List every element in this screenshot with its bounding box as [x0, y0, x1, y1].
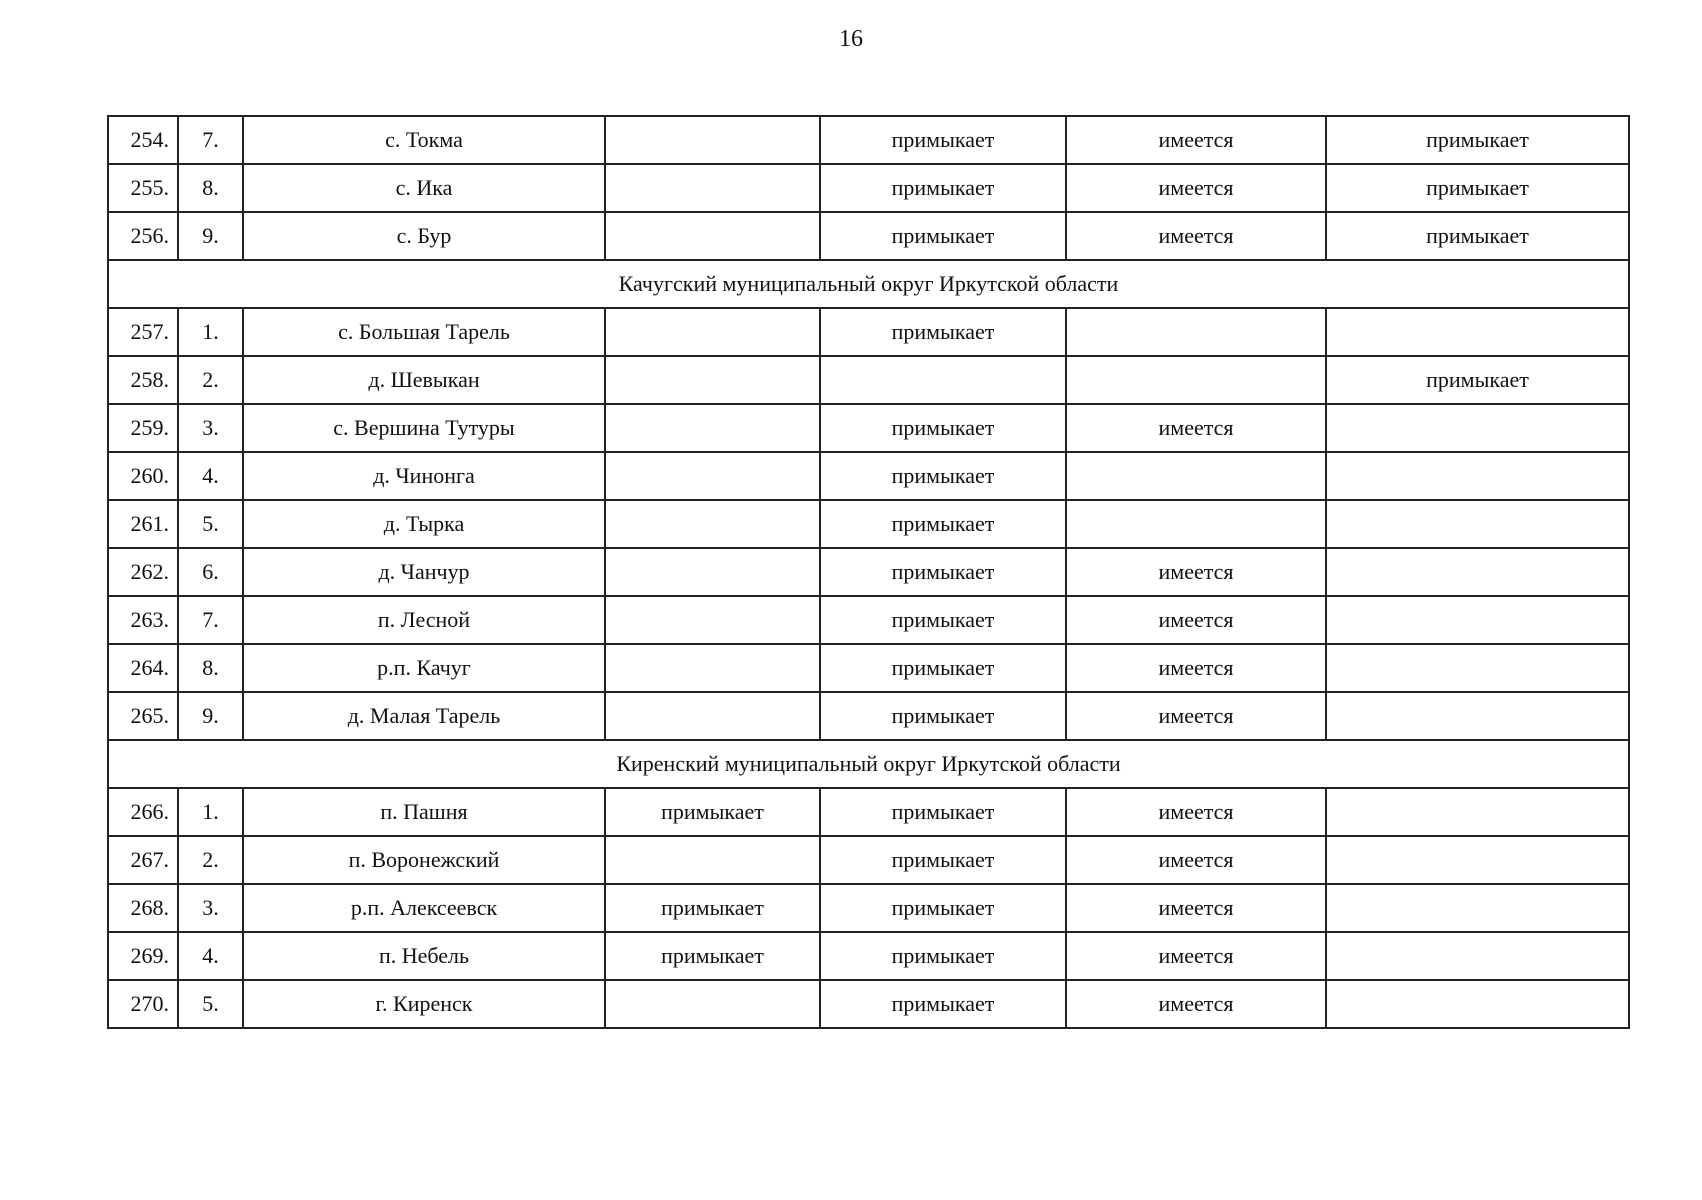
status-cell — [605, 980, 820, 1028]
availability-cell: имеется — [1066, 596, 1326, 644]
row-number: 267. — [108, 836, 178, 884]
status-cell — [605, 836, 820, 884]
settlement-name: г. Киренск — [243, 980, 605, 1028]
row-number: 266. — [108, 788, 178, 836]
status-cell: примыкает — [1326, 212, 1629, 260]
table-row — [108, 404, 1629, 452]
status-cell: примыкает — [1326, 356, 1629, 404]
row-number: 269. — [108, 932, 178, 980]
status-cell: примыкает — [820, 980, 1066, 1028]
settlement-name: п. Лесной — [243, 596, 605, 644]
row-number: 255. — [108, 164, 178, 212]
status-cell — [605, 356, 820, 404]
row-number: 258. — [108, 356, 178, 404]
status-cell: примыкает — [820, 836, 1066, 884]
settlement-name: д. Чанчур — [243, 548, 605, 596]
status-cell — [605, 644, 820, 692]
status-cell: примыкает — [820, 932, 1066, 980]
status-cell — [1326, 980, 1629, 1028]
row-seq-number: 1. — [178, 788, 243, 836]
status-cell — [605, 116, 820, 164]
row-seq-number: 2. — [178, 356, 243, 404]
availability-cell: имеется — [1066, 788, 1326, 836]
status-cell — [605, 452, 820, 500]
row-seq-number: 6. — [178, 548, 243, 596]
status-cell — [1326, 644, 1629, 692]
table-row — [108, 884, 1629, 932]
settlement-name: с. Ика — [243, 164, 605, 212]
status-cell: примыкает — [820, 116, 1066, 164]
table-body — [108, 116, 1629, 1028]
row-seq-number: 8. — [178, 644, 243, 692]
row-number: 260. — [108, 452, 178, 500]
status-cell: примыкает — [820, 452, 1066, 500]
status-cell: примыкает — [820, 164, 1066, 212]
row-number: 259. — [108, 404, 178, 452]
status-cell: примыкает — [820, 500, 1066, 548]
table-row — [108, 500, 1629, 548]
status-cell — [1326, 884, 1629, 932]
settlement-name: п. Воронежский — [243, 836, 605, 884]
table-row — [108, 980, 1629, 1028]
availability-cell: имеется — [1066, 404, 1326, 452]
row-seq-number: 3. — [178, 884, 243, 932]
availability-cell — [1066, 356, 1326, 404]
row-seq-number: 8. — [178, 164, 243, 212]
section-header-row — [108, 740, 1629, 788]
status-cell: примыкает — [820, 692, 1066, 740]
table-row — [108, 596, 1629, 644]
status-cell — [1326, 548, 1629, 596]
availability-cell: имеется — [1066, 164, 1326, 212]
row-number: 264. — [108, 644, 178, 692]
row-seq-number: 7. — [178, 596, 243, 644]
settlement-name: д. Шевыкан — [243, 356, 605, 404]
availability-cell: имеется — [1066, 884, 1326, 932]
availability-cell: имеется — [1066, 644, 1326, 692]
table-row — [108, 836, 1629, 884]
settlement-name: с. Вершина Тутуры — [243, 404, 605, 452]
status-cell — [1326, 452, 1629, 500]
settlement-name: д. Малая Тарель — [243, 692, 605, 740]
status-cell — [605, 596, 820, 644]
row-number: 265. — [108, 692, 178, 740]
table-row — [108, 212, 1629, 260]
availability-cell: имеется — [1066, 116, 1326, 164]
settlements-table — [107, 115, 1630, 1029]
row-seq-number: 9. — [178, 692, 243, 740]
table-row — [108, 164, 1629, 212]
section-header-row — [108, 260, 1629, 308]
settlement-name: р.п. Качуг — [243, 644, 605, 692]
settlement-name: п. Пашня — [243, 788, 605, 836]
table-row — [108, 356, 1629, 404]
row-seq-number: 7. — [178, 116, 243, 164]
status-cell — [605, 500, 820, 548]
status-cell: примыкает — [605, 788, 820, 836]
page-number: 16 — [839, 26, 863, 52]
status-cell — [605, 308, 820, 356]
status-cell — [1326, 500, 1629, 548]
availability-cell: имеется — [1066, 980, 1326, 1028]
table-row — [108, 932, 1629, 980]
row-number: 261. — [108, 500, 178, 548]
settlement-name: д. Чинонга — [243, 452, 605, 500]
status-cell: примыкает — [605, 884, 820, 932]
availability-cell — [1066, 452, 1326, 500]
row-number: 268. — [108, 884, 178, 932]
availability-cell: имеется — [1066, 548, 1326, 596]
status-cell — [1326, 596, 1629, 644]
status-cell: примыкает — [1326, 116, 1629, 164]
status-cell: примыкает — [820, 404, 1066, 452]
section-title: Киренский муниципальный округ Иркутской области — [108, 740, 1629, 788]
settlement-name: д. Тырка — [243, 500, 605, 548]
table-row — [108, 788, 1629, 836]
status-cell — [820, 356, 1066, 404]
row-seq-number: 2. — [178, 836, 243, 884]
row-seq-number: 3. — [178, 404, 243, 452]
status-cell — [1326, 692, 1629, 740]
row-number: 262. — [108, 548, 178, 596]
status-cell: примыкает — [820, 884, 1066, 932]
status-cell — [1326, 836, 1629, 884]
status-cell — [1326, 308, 1629, 356]
status-cell — [1326, 932, 1629, 980]
table-row — [108, 644, 1629, 692]
status-cell — [605, 404, 820, 452]
status-cell: примыкает — [820, 596, 1066, 644]
status-cell — [605, 164, 820, 212]
availability-cell: имеется — [1066, 836, 1326, 884]
row-number: 270. — [108, 980, 178, 1028]
row-number: 256. — [108, 212, 178, 260]
table-row — [108, 116, 1629, 164]
status-cell — [1326, 788, 1629, 836]
status-cell: примыкает — [820, 644, 1066, 692]
status-cell: примыкает — [605, 932, 820, 980]
settlement-name: п. Небель — [243, 932, 605, 980]
table-row — [108, 692, 1629, 740]
table-row — [108, 452, 1629, 500]
settlement-name: р.п. Алексеевск — [243, 884, 605, 932]
settlement-name: с. Бур — [243, 212, 605, 260]
row-seq-number: 9. — [178, 212, 243, 260]
status-cell: примыкает — [820, 788, 1066, 836]
row-seq-number: 5. — [178, 980, 243, 1028]
row-seq-number: 1. — [178, 308, 243, 356]
status-cell: примыкает — [820, 212, 1066, 260]
availability-cell: имеется — [1066, 212, 1326, 260]
row-seq-number: 4. — [178, 452, 243, 500]
row-number: 263. — [108, 596, 178, 644]
status-cell — [605, 692, 820, 740]
status-cell: примыкает — [820, 308, 1066, 356]
row-seq-number: 4. — [178, 932, 243, 980]
table-row — [108, 308, 1629, 356]
status-cell: примыкает — [1326, 164, 1629, 212]
status-cell — [605, 548, 820, 596]
availability-cell: имеется — [1066, 932, 1326, 980]
row-seq-number: 5. — [178, 500, 243, 548]
settlement-name: с. Большая Тарель — [243, 308, 605, 356]
settlement-name: с. Токма — [243, 116, 605, 164]
availability-cell — [1066, 308, 1326, 356]
status-cell — [605, 212, 820, 260]
row-number: 257. — [108, 308, 178, 356]
availability-cell: имеется — [1066, 692, 1326, 740]
section-title: Качугский муниципальный округ Иркутской области — [108, 260, 1629, 308]
row-number: 254. — [108, 116, 178, 164]
table-row — [108, 548, 1629, 596]
status-cell: примыкает — [820, 548, 1066, 596]
availability-cell — [1066, 500, 1326, 548]
status-cell — [1326, 404, 1629, 452]
